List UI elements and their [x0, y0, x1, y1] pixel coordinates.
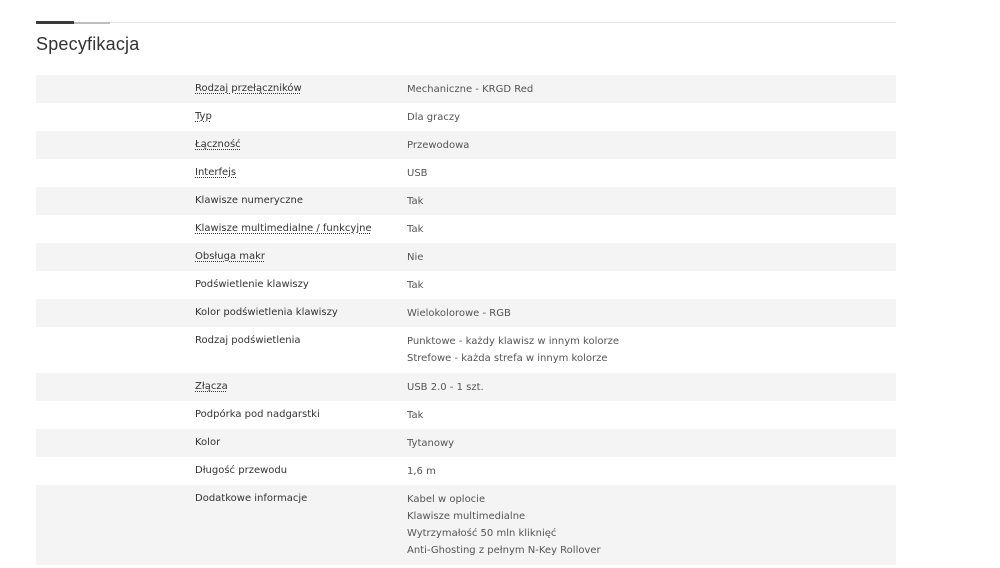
spec-row	[36, 75, 896, 103]
spec-value: USB	[407, 168, 428, 179]
specification-table	[36, 75, 896, 565]
spec-values	[407, 493, 601, 561]
section-divider-accent-secondary	[74, 22, 110, 24]
spec-label: Kolor podświetlenia klawiszy	[195, 307, 338, 318]
spec-values	[407, 437, 454, 454]
spec-values	[407, 279, 423, 296]
spec-label: Rodzaj podświetlenia	[195, 335, 301, 346]
spec-values	[407, 111, 460, 128]
spec-value: Tak	[407, 280, 424, 291]
spec-label: Długość przewodu	[195, 465, 288, 476]
spec-value: Wielokolorowe - RGB	[407, 308, 511, 319]
spec-row	[36, 103, 896, 131]
spec-values	[407, 307, 511, 324]
spec-values	[407, 139, 469, 156]
spec-value: Anti-Ghosting z pełnym N-Key Rollover	[407, 545, 601, 556]
section-title: Specyfikacja	[36, 34, 140, 54]
spec-label-link[interactable]: Klawisze multimedialne / funkcyjne	[195, 223, 372, 234]
spec-values	[407, 167, 428, 184]
spec-value: Strefowe - każda strefa w innym kolorze	[407, 353, 608, 364]
spec-row	[36, 271, 896, 299]
spec-row	[36, 299, 896, 327]
spec-values	[407, 195, 423, 212]
spec-values	[407, 251, 423, 268]
spec-label: Dodatkowe informacje	[195, 493, 308, 504]
spec-label: Kolor	[195, 437, 221, 448]
spec-label: Klawisze numeryczne	[195, 195, 304, 206]
spec-value: Klawisze multimedialne	[407, 511, 526, 522]
spec-value: USB 2.0 - 1 szt.	[407, 382, 484, 393]
spec-value: Tak	[407, 196, 424, 207]
spec-value: Punktowe - każdy klawisz w innym kolorze	[407, 336, 619, 347]
spec-label: Podświetlenie klawiszy	[195, 279, 309, 290]
spec-row	[36, 215, 896, 243]
spec-row	[36, 327, 896, 373]
spec-value: Nie	[407, 252, 424, 263]
spec-values	[407, 381, 484, 398]
spec-values	[407, 83, 533, 100]
section-divider	[36, 22, 896, 23]
spec-row	[36, 429, 896, 457]
spec-values	[407, 465, 436, 482]
spec-value: Tak	[407, 224, 424, 235]
spec-value: Kabel w oplocie	[407, 494, 486, 505]
section-divider-accent	[36, 21, 74, 24]
spec-value: Wytrzymałość 50 mln kliknięć	[407, 528, 557, 539]
spec-value: 1,6 m	[407, 466, 436, 477]
spec-row	[36, 457, 896, 485]
spec-row	[36, 187, 896, 215]
spec-values	[407, 335, 619, 369]
spec-row	[36, 485, 896, 565]
spec-label-link[interactable]: Typ	[195, 111, 212, 122]
spec-values	[407, 409, 423, 426]
spec-value: Dla graczy	[407, 112, 461, 123]
spec-label: Podpórka pod nadgarstki	[195, 409, 320, 420]
spec-row	[36, 243, 896, 271]
spec-label-link[interactable]: Rodzaj przełączników	[195, 83, 302, 94]
spec-label-link[interactable]: Interfejs	[195, 167, 237, 178]
spec-label-link[interactable]: Łączność	[195, 139, 241, 150]
spec-values	[407, 223, 423, 240]
spec-label-link[interactable]: Obsługa makr	[195, 251, 266, 262]
spec-label-link[interactable]: Złącza	[195, 381, 228, 392]
spec-value: Mechaniczne - KRGD Red	[407, 84, 534, 95]
spec-value: Przewodowa	[407, 140, 470, 151]
spec-row	[36, 373, 896, 401]
spec-value: Tak	[407, 410, 424, 421]
spec-row	[36, 401, 896, 429]
spec-row	[36, 159, 896, 187]
spec-row	[36, 131, 896, 159]
spec-value: Tytanowy	[407, 438, 455, 449]
